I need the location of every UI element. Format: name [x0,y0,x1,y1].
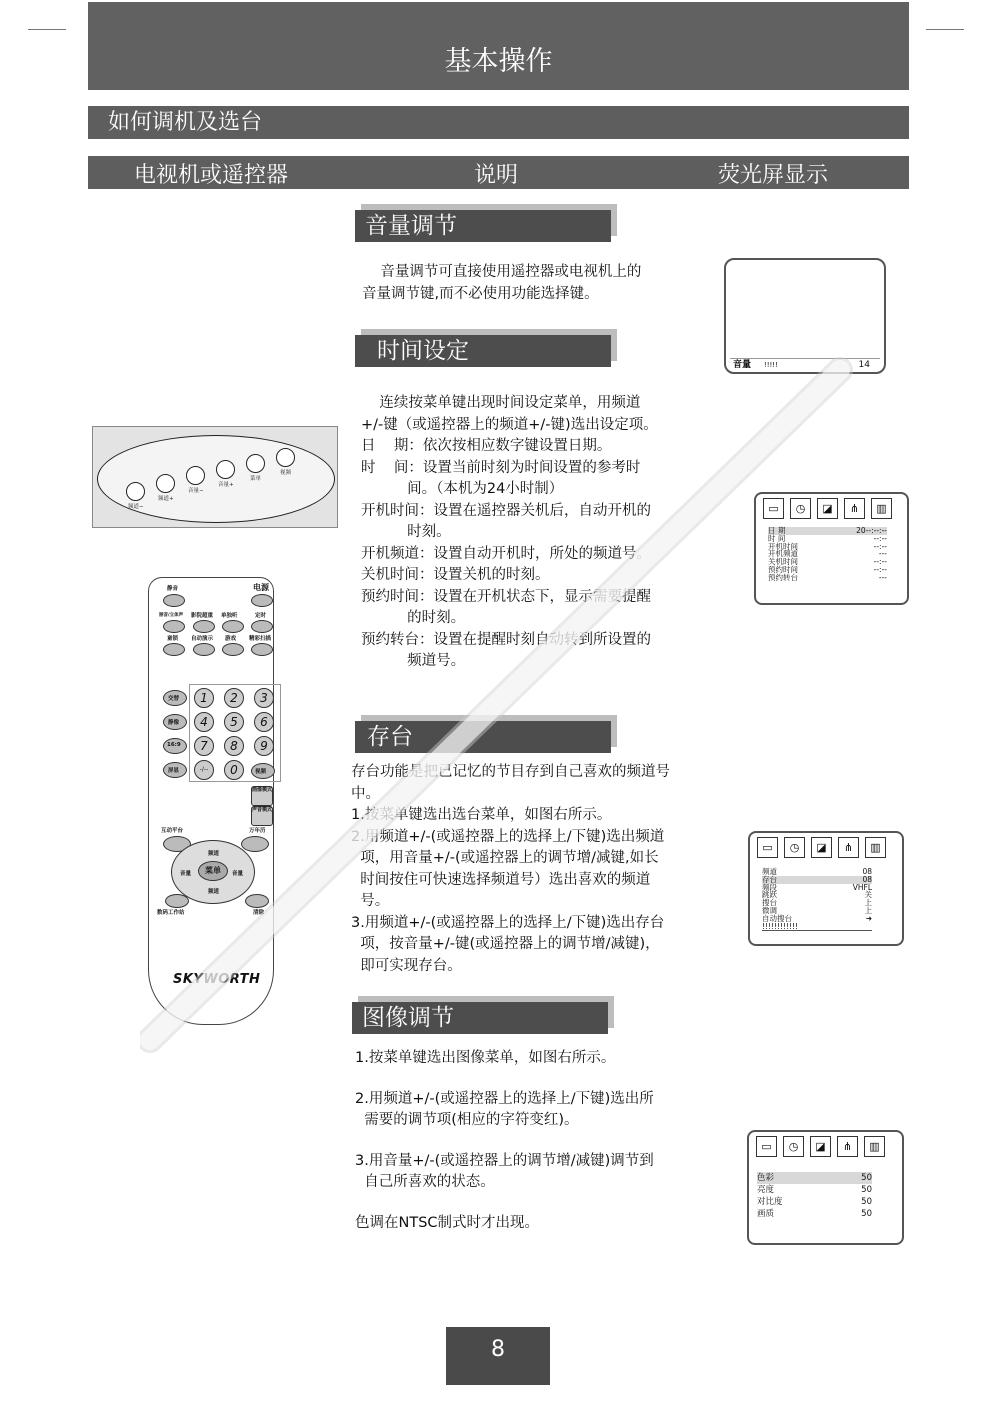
osd-row: 自动搜台 ➜ [762,913,872,923]
page-number: 8 [446,1327,550,1385]
time-line: +/-键（或遥控器上的频道+/-键)选出设定项。 [361,416,658,433]
osd-row: 色彩 50 [757,1173,872,1183]
osd-row: 跳跃 关 [762,890,872,900]
num-6-button[interactable]: 6 [254,712,274,732]
num-5-button[interactable]: 5 [224,712,244,732]
time-line: 间。（本机为24小时制） [361,481,564,497]
dash-button[interactable]: -/-- [194,760,214,780]
video-button[interactable]: 视频 [251,763,275,779]
column-left: 电视机或遥控器 [134,163,289,188]
remote-label: 精彩扫描 [249,636,272,642]
antenna-icon: ⋔ [844,498,865,519]
picture-line: 自己所喜欢的状态。 [355,1174,495,1190]
num-1-button[interactable]: 1 [194,688,214,708]
clock-icon: ◷ [790,498,811,519]
volume-text [362,262,641,305]
tv-icon: ▭ [763,498,784,519]
page-title: 基本操作 [88,2,909,90]
time-line: 的时刻。 [361,610,466,626]
osd-row: 预约时间 --:-- [768,564,887,574]
corner-line-left [28,29,66,30]
remote-side-button[interactable]: 交替 [163,690,187,706]
picture-icon: ◪ [817,498,838,519]
remote-label: 游戏 [225,636,237,642]
volume-osd-label: 音量 [733,360,752,370]
dpad-ch-up-label[interactable]: 频道 [208,851,220,857]
store-line: 即可实现存台。 [351,957,462,974]
sound-mode-button[interactable]: 声音模式 [251,806,273,826]
picture-heading: 图像调节 [352,1002,608,1034]
remote-label-power: 电源 [253,583,269,592]
remote-label-interact: 互动平台 [161,828,184,834]
picture-text [355,1048,654,1234]
store-line: 号。 [351,893,390,909]
column-header [88,156,909,189]
dpad-vol-left-label[interactable]: 音量 [180,871,192,877]
osd-row: 微调 上 [762,905,872,915]
remote-side-button[interactable]: 16:9 [163,738,187,754]
remote-label: 自动演示 [191,636,214,642]
clock-icon: ◷ [784,837,805,858]
sound-icon: ▥ [864,1136,885,1157]
remote-label-digital: 数码工作站 [157,910,185,916]
column-middle: 说明 [474,163,519,188]
store-line: 存台功能是把已记忆的节目存到自己喜欢的频道号 [351,764,670,780]
remote-label: 童锁 [167,636,179,642]
picture-line: 1.按菜单键选出图像菜单，如图右所示。 [355,1050,616,1066]
store-heading: 存台 [355,721,611,753]
time-heading: 时间设定 [355,335,611,367]
clock-icon: ◷ [783,1136,804,1157]
osd-icon-row [756,1136,885,1157]
dpad-ch-down-label[interactable]: 频道 [208,889,220,895]
remote-label: 单独听 [221,613,238,619]
panel-label: 频道+ [158,496,174,502]
remote-label-clear: 清除 [253,910,265,916]
dpad-vol-right-label[interactable]: 音量 [232,871,244,877]
antenna-icon: ⋔ [837,1136,858,1157]
store-line: 2.用频道+/-(或遥控器上的选择上/下键)选出频道 [351,828,665,845]
store-line: 1.按菜单键选出选台菜单，如图右所示。 [351,807,612,823]
remote-label: 影院超重 [191,613,214,619]
time-line: 时 间：设置当前时刻为时间设置的参考时 [361,459,641,476]
num-2-button[interactable]: 2 [224,688,244,708]
picture-line [355,1132,654,1151]
time-line: 预约时间：设置在开机状态下，显示需要提醒 [361,588,651,605]
picture-icon: ◪ [810,1136,831,1157]
antenna-icon: ⋔ [838,837,859,858]
picture-line [355,1070,654,1089]
osd-row: 存台 08 [762,874,872,884]
picture-line [355,1194,654,1213]
menu-button[interactable]: 菜单 [198,861,228,881]
num-3-button[interactable]: 3 [254,688,274,708]
sound-icon: ▥ [871,498,892,519]
time-line: 时刻。 [361,524,451,540]
picture-icon: ◪ [811,837,832,858]
tv-icon: ▭ [757,837,778,858]
num-8-button[interactable]: 8 [224,736,244,756]
volume-heading: 音量调节 [355,210,611,242]
time-line: 关机时间：设置关机的时刻。 [361,567,550,583]
tv-icon: ▭ [756,1136,777,1157]
picture-mode-button[interactable]: 画像模式 [251,786,273,806]
osd-row: 频道 08 [762,867,872,876]
volume-line: 音量调节键,而不必使用功能选择键。 [362,285,599,302]
time-line: 日 期：依次按相应数字键设置日期。 [361,438,612,454]
watermark [140,350,860,1060]
remote-label: 定时 [255,613,267,619]
store-line: 中。 [351,785,380,802]
panel-label: 音量+ [218,482,234,488]
corner-line-right [926,29,964,30]
store-line: 项，用音量+/-(或遥控器上的调节增/减键,如长 [351,850,659,866]
picture-line: 3.用音量+/-(或遥控器上的调节增/减键)调节到 [355,1152,654,1169]
num-4-button[interactable]: 4 [194,712,214,732]
osd-row: 搜台 上 [762,898,872,908]
time-line: 预约转台：设置在提醒时刻自动转到所设置的 [361,631,651,648]
osd-row: 时 间 --:-- [768,533,887,543]
time-line: 开机频道：设置自动开机时，所处的频道号。 [361,545,651,562]
picture-line: 2.用频道+/-(或遥控器上的选择上/下键)选出所 [355,1090,654,1107]
osd-row: 亮度 50 [757,1185,872,1195]
picture-osd [747,1130,904,1245]
picture-line: 需要的调节项(相应的字符变红)。 [355,1112,579,1128]
panel-label: 视频 [280,470,292,476]
store-line: 项，按音量+/-键(或遥控器上的调节增/减键)， [351,936,660,952]
time-line: 频道号。 [361,653,466,669]
osd-row: 频段 VHFL [762,882,872,892]
time-line: 连续按菜单键出现时间设定菜单，用频道 [361,395,641,411]
section-title: 如何调机及选台 [88,106,909,139]
num-0-button[interactable]: 0 [224,760,244,780]
osd-row: 日 期 20--:--:-- [768,526,887,535]
num-7-button[interactable]: 7 [194,736,214,756]
volume-osd-value: 14 [858,360,870,370]
osd-bar: !!!!!!!!!!!! [762,923,872,932]
osd-row: 关机时间 --:-- [768,557,887,567]
picture-line: 色调在NTSC制式时才出现。 [355,1214,540,1231]
volume-line: 音量调节可直接使用遥控器或电视机上的 [362,264,642,280]
column-right: 荧光屏显示 [718,163,829,188]
osd-row: 开机时间 --:-- [768,541,887,551]
remote-label-calendar: 万年历 [249,828,266,834]
store-line: 3.用频道+/-(或遥控器上的选择上/下键)选出存台 [351,914,665,931]
panel-label: 音量− [188,488,204,494]
osd-row: 预约转台 --- [768,572,887,582]
remote-brand: SKYWORTH [173,972,261,987]
osd-row: 对比度 50 [757,1197,872,1207]
remote-label: 丽音/立体声 [159,613,184,618]
panel-label: 菜单 [250,476,262,482]
panel-label: 频道− [128,504,144,510]
volume-osd-level: !!!!! [763,361,778,369]
sound-icon: ▥ [865,837,886,858]
remote-side-button[interactable]: 静像 [163,714,187,730]
remote-label-mute: 静音 [167,586,179,592]
time-line: 开机时间：设置在遥控器关机后，自动开机的 [361,502,651,519]
num-9-button[interactable]: 9 [254,736,274,756]
osd-row: 画质 50 [757,1209,872,1219]
picture-osd-rows [757,1172,872,1220]
osd-row: 开机频道 --- [768,549,887,559]
store-line: 时间按住可快速选择频道号）选出喜欢的频道 [351,871,651,888]
remote-side-button[interactable]: 屏显 [163,762,187,778]
